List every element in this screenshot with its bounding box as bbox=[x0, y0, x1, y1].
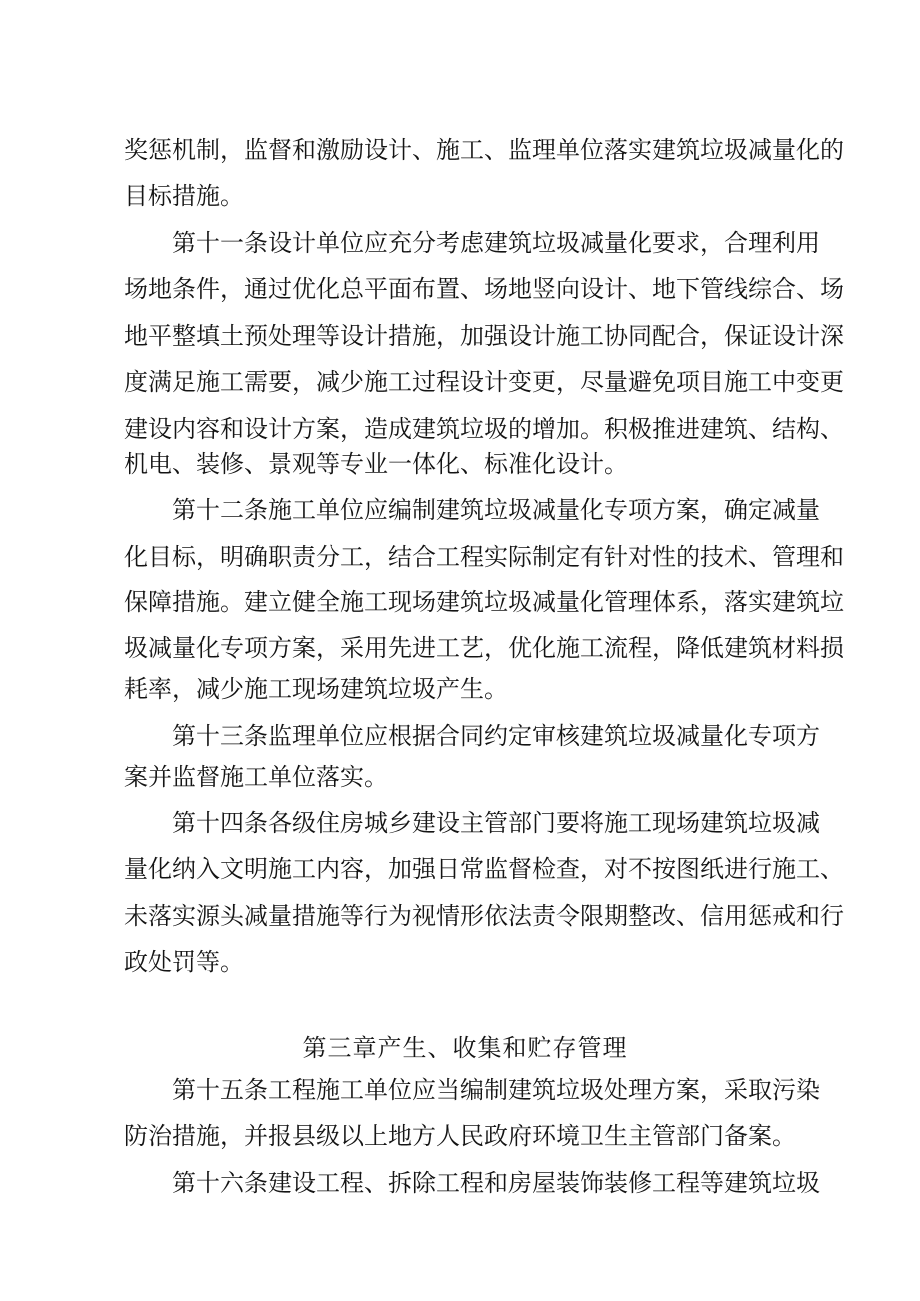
text-line: 耗率，减少施工现场建筑垃圾产生。 bbox=[124, 675, 508, 703]
text-line: 第十四条各级住房城乡建设主管部门要将施工现场建筑垃圾减 bbox=[172, 809, 820, 837]
text-line: 建设内容和设计方案，造成建筑垃圾的增加。积极推进建筑、结构、 bbox=[124, 415, 844, 443]
text-line: 机电、装修、景观等专业一体化、标准化设计。 bbox=[124, 450, 628, 478]
text-line: 第十三条监理单位应根据合同约定审核建筑垃圾减量化专项方 bbox=[172, 722, 820, 750]
text-line: 度满足施工需要，减少施工过程设计变更，尽量避免项目施工中变更 bbox=[124, 368, 844, 396]
text-line: 地平整填土预处理等设计措施，加强设计施工协同配合，保证设计深 bbox=[124, 322, 844, 350]
text-line: 化目标，明确职责分工，结合工程实际制定有针对性的技术、管理和 bbox=[124, 543, 844, 571]
text-line: 保障措施。建立健全施工现场建筑垃圾减量化管理体系，落实建筑垃 bbox=[124, 588, 844, 616]
text-line: 第十一条设计单位应充分考虑建筑垃圾减量化要求，合理利用 bbox=[172, 229, 820, 257]
text-line: 第十二条施工单位应编制建筑垃圾减量化专项方案，确定减量 bbox=[172, 496, 820, 524]
text-line: 圾减量化专项方案，采用先进工艺，优化施工流程，降低建筑材料损 bbox=[124, 634, 844, 662]
text-line: 防治措施，并报县级以上地方人民政府环境卫生主管部门备案。 bbox=[124, 1122, 796, 1150]
text-line: 场地条件，通过优化总平面布置、场地竖向设计、地下管线综合、场 bbox=[124, 275, 844, 303]
text-line: 未落实源头减量措施等行为视情形依法责令限期整改、信用惩戒和行 bbox=[124, 902, 844, 930]
text-line: 政处罚等。 bbox=[124, 948, 244, 976]
text-line: 案并监督施工单位落实。 bbox=[124, 763, 388, 791]
text-line: 第十六条建设工程、拆除工程和房屋装饰装修工程等建筑垃圾 bbox=[172, 1169, 820, 1197]
text-line: 第十五条工程施工单位应当编制建筑垃圾处理方案，采取污染 bbox=[172, 1076, 820, 1104]
text-line: 目标措施。 bbox=[124, 182, 244, 210]
text-line: 奖惩机制，监督和激励设计、施工、监理单位落实建筑垃圾减量化的 bbox=[124, 136, 844, 164]
chapter-heading: 第三章产生、收集和贮存管理 bbox=[302, 1034, 628, 1062]
text-line: 量化纳入文明施工内容，加强日常监督检查，对不按图纸进行施工、 bbox=[124, 855, 844, 883]
